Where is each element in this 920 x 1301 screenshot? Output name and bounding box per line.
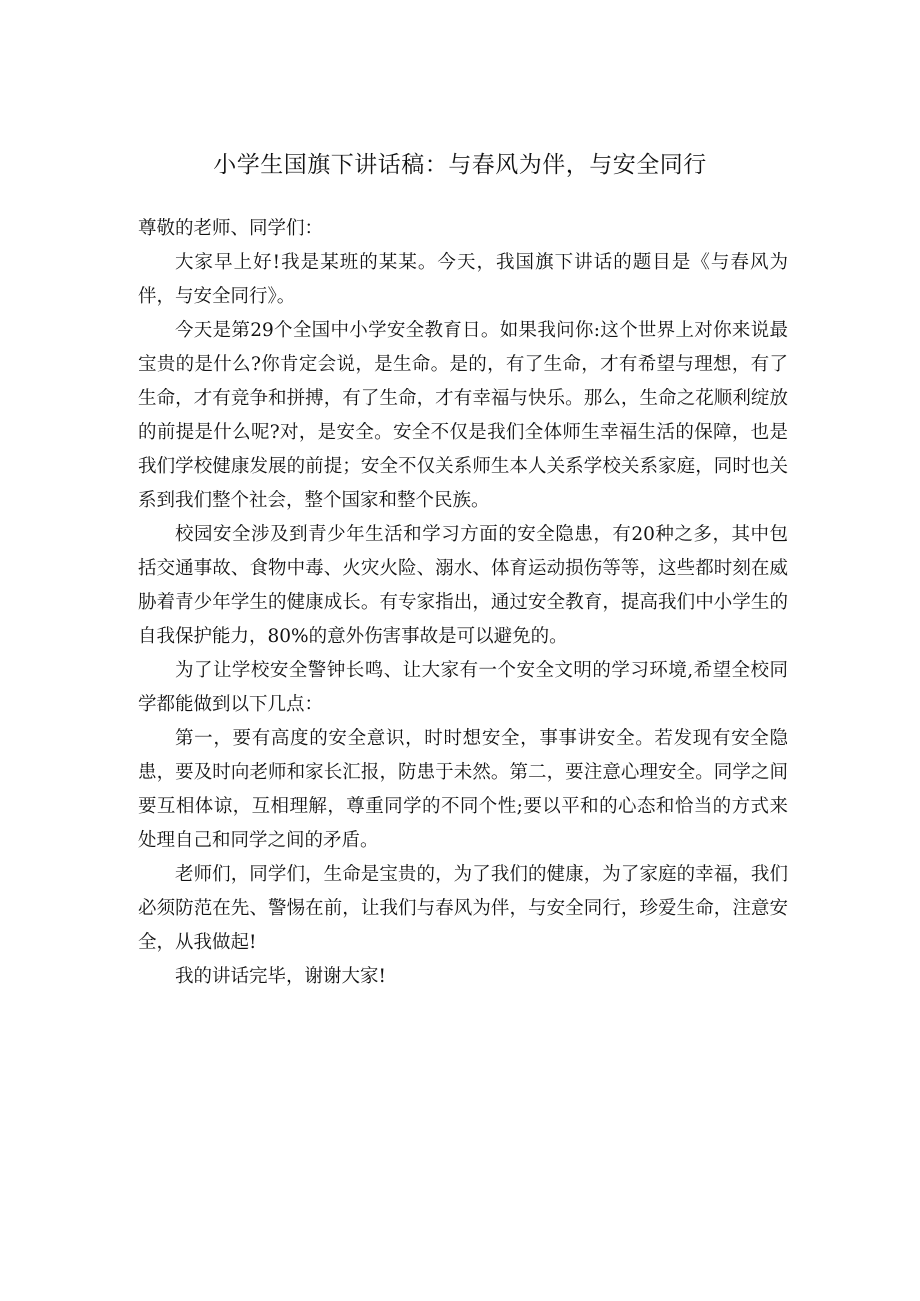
- document-title: 小学生国旗下讲话稿：与春风为伴，与安全同行: [213, 151, 707, 177]
- paragraph-safety-day: 今天是第29个全国中小学安全教育日。如果我问你:这个世界上对你来说最宝贵的是什么?你肯定会说，是生命。是的，有了生命，才有希望与理想，有了生命，才有竞争和拼搏，有了生命，才有幸福与快乐。那么，生命之花顺利绽放的前提是什么呢?对，是安全。安全不仅是我们全体师生幸福生活的保障，也是我们学校健康发展的前提；安全不仅关系师生本人关系学校关系家庭，同时也关系到我们整个社会，整个国家和整个民族。: [138, 320, 788, 511]
- paragraph-requirements: 第一，要有高度的安全意识，时时想安全，事事讲安全。若发现有安全隐患，要及时向老师和家长汇报，防患于未然。第二，要注意心理安全。同学之间要互相体谅，互相理解，尊重同学的不同个性;要以平和的心态和恰当的方式来处理自己和同学之间的矛盾。: [138, 728, 788, 851]
- salutation: 尊敬的老师、同学们：: [138, 218, 324, 239]
- paragraph-campus-safety: 校园安全涉及到青少年生活和学习方面的安全隐患，有20种之多，其中包括交通事故、食物中毒、火灾火险、溺水、体育运动损伤等等，这些都时刻在威胁着青少年学生的健康成长。有专家指出，通过安全教育，提高我们中小学生的自我保护能力，80%的意外伤害事故是可以避免的。: [138, 524, 788, 647]
- paragraph-greeting: 大家早上好!我是某班的某某。今天，我国旗下讲话的题目是《与春风为伴，与安全同行》。: [138, 252, 788, 307]
- paragraph-closing: 我的讲话完毕，谢谢大家!: [175, 966, 386, 987]
- paragraph-requirements-intro: 为了让学校安全警钟长鸣、让大家有一个安全文明的学习环境,希望全校同学都能做到以下几点：: [138, 660, 788, 715]
- document-body: [138, 212, 788, 994]
- paragraph-conclusion: 老师们，同学们，生命是宝贵的，为了我们的健康，为了家庭的幸福，我们必须防范在先、警惕在前，让我们与春风为伴，与安全同行，珍爱生命，注意安全，从我做起!: [138, 864, 788, 953]
